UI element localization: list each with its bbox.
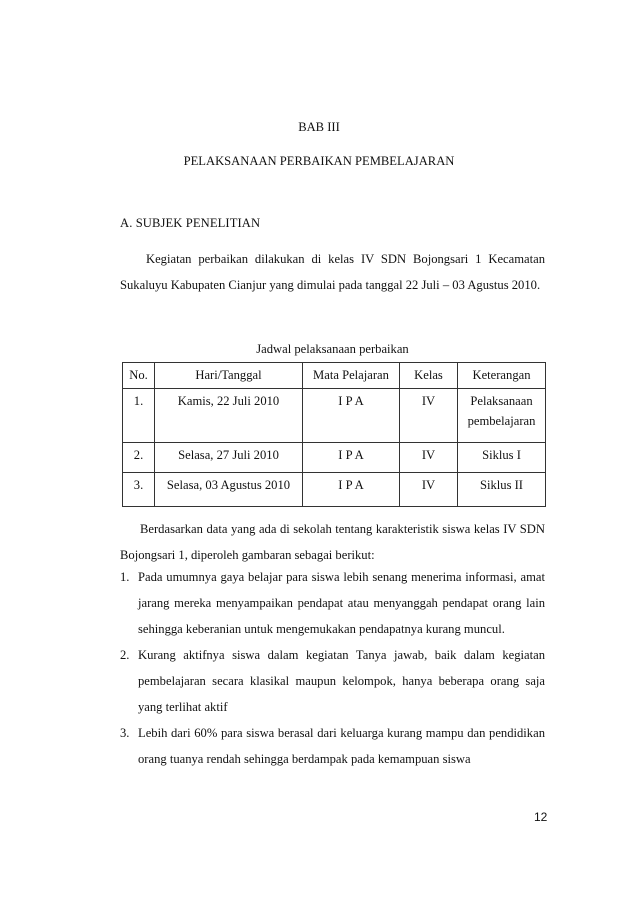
table-cell: 2. bbox=[123, 443, 155, 473]
header-no: No. bbox=[123, 363, 155, 389]
table-cell: Selasa, 27 Juli 2010 bbox=[155, 443, 303, 473]
table-cell: Pelaksanaan pembelajaran bbox=[458, 389, 546, 443]
table-cell: Kamis, 22 Juli 2010 bbox=[155, 389, 303, 443]
table-cell: I P A bbox=[303, 443, 400, 473]
paragraph-characteristics bbox=[120, 516, 545, 568]
list-item-text: Kurang aktifnya siswa dalam kegiatan Tanya jawab, baik dalam kegiatan pembelajaran secara klasikal maupun kelompok, hanya beberapa orang saja yang terlihat aktif bbox=[138, 648, 545, 714]
table-cell: I P A bbox=[303, 389, 400, 443]
table-cell: IV bbox=[400, 443, 458, 473]
table-row bbox=[123, 389, 546, 443]
chapter-title: PELAKSANAAN PERBAIKAN PEMBELAJARAN bbox=[183, 154, 455, 168]
table-caption: Jadwal pelaksanaan perbaikan bbox=[256, 342, 409, 356]
table-cell: 3. bbox=[123, 473, 155, 507]
paragraph-characteristics-text: Berdasarkan data yang ada di sekolah tentang karakteristik siswa kelas IV SDN Bojongsari 1, diperoleh gambaran sebagai berikut: bbox=[120, 522, 545, 562]
list-item bbox=[120, 642, 545, 720]
paragraph-intro-text: Kegiatan perbaikan dilakukan di kelas IV SDN Bojongsari 1 Kecamatan Sukaluyu Kabupaten Cianjur yang dimulai pada tanggal 22 Juli – 03 Agustus 2010. bbox=[120, 252, 545, 292]
chapter-label: BAB III bbox=[298, 120, 340, 134]
list-item-text: Pada umumnya gaya belajar para siswa lebih senang menerima informasi, amat jarang mereka menyampaikan pendapat atau menyanggah pendapat orang lain sehingga keberanian untuk mengemukakan pendapatnya kurang muncul. bbox=[138, 570, 545, 636]
list-item-number: 2. bbox=[120, 648, 130, 662]
list-item bbox=[120, 564, 545, 642]
table-row bbox=[123, 443, 546, 473]
paragraph-intro bbox=[120, 246, 545, 298]
list-item-number: 1. bbox=[120, 570, 130, 584]
schedule-table bbox=[122, 362, 546, 507]
table-cell: I P A bbox=[303, 473, 400, 507]
section-heading: A. SUBJEK PENELITIAN bbox=[120, 216, 261, 230]
table-cell: IV bbox=[400, 473, 458, 507]
characteristics-list bbox=[120, 564, 545, 772]
list-item bbox=[120, 720, 545, 772]
list-item-number: 3. bbox=[120, 726, 130, 740]
list-item-text: Lebih dari 60% para siswa berasal dari keluarga kurang mampu dan pendidikan orang tuanya rendah sehingga berdampak pada kemampuan siswa bbox=[138, 726, 545, 766]
header-date: Hari/Tanggal bbox=[155, 363, 303, 389]
table-row bbox=[123, 473, 546, 507]
page-number: 12 bbox=[534, 810, 548, 824]
table-header-row bbox=[123, 363, 546, 389]
table-cell: IV bbox=[400, 389, 458, 443]
header-subject: Mata Pelajaran bbox=[303, 363, 400, 389]
table-cell: 1. bbox=[123, 389, 155, 443]
header-note: Keterangan bbox=[458, 363, 546, 389]
table-cell: Siklus II bbox=[458, 473, 546, 507]
table-cell: Selasa, 03 Agustus 2010 bbox=[155, 473, 303, 507]
table-cell: Siklus I bbox=[458, 443, 546, 473]
header-class: Kelas bbox=[400, 363, 458, 389]
